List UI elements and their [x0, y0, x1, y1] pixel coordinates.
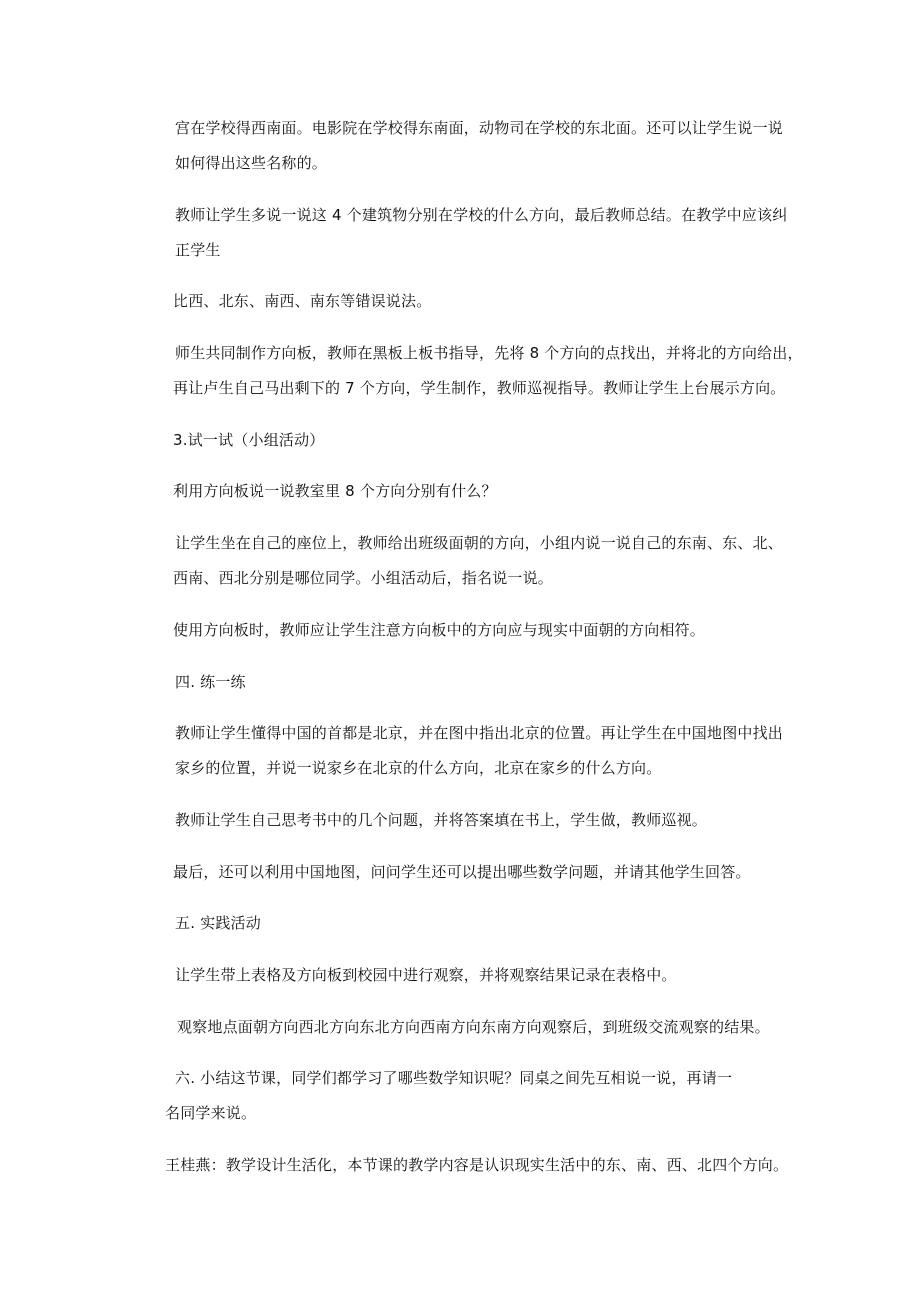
- text-line-4: 正学生: [175, 241, 221, 259]
- text-line-2: 如何得出这些名称的。: [175, 154, 328, 172]
- section-heading-summary: 六. 小结这节课，同学们都学习了哪些数学知识呢？同桌之间先互相说一说，再请一: [175, 1069, 733, 1087]
- section-heading-activity: 五. 实践活动: [175, 914, 261, 932]
- section-heading-try: 3.试一试（小组活动）: [173, 431, 325, 449]
- section-heading-practice: 四. 练一练: [175, 673, 246, 691]
- text-line-10: 让学生坐在自己的座位上，教师给出班级面朝的方向，小组内说一说自己的东南、东、北、: [175, 534, 784, 552]
- text-line-16: 教师让学生自己思考书中的几个问题，并将答案填在书上，学生做，教师巡视。: [175, 811, 708, 829]
- text-line-12: 使用方向板时，教师应让学生注意方向板中的方向应与现实中面朝的方向相符。: [173, 621, 706, 639]
- text-line-6: 师生共同制作方向板，教师在黑板上板书指导，先将 8 个方向的点找出，并将北的方向给出，: [175, 344, 803, 362]
- text-line-11: 西南、西北分别是哪位同学。小组活动后，指名说一说。: [173, 569, 554, 587]
- text-line-17: 最后，还可以利用中国地图，问问学生还可以提出哪些数学问题，并请其他学生回答。: [173, 863, 751, 881]
- text-line-20: 观察地点面朝方向西北方向东北方向西南方向东南方向观察后，到班级交流观察的结果。: [177, 1018, 770, 1036]
- text-line-9: 利用方向板说一说教室里 8 个方向分别有什么？: [173, 482, 497, 500]
- text-line-15: 家乡的位置，并说一说家乡在北京的什么方向，北京在家乡的什么方向。: [175, 759, 662, 777]
- text-line-7: 再让卢生自己马出剩下的 7 个方向，学生制作，教师巡视指导。教师让学生上台展示方向。: [173, 379, 786, 397]
- text-line-3: 教师让学生多说一说这 4 个建筑物分别在学校的什么方向，最后教师总结。在教学中应该纠: [175, 206, 788, 224]
- text-line-5: 比西、北东、南西、南东等错误说法。: [173, 292, 432, 310]
- text-line-1: 宫在学校得西南面。电影院在学校得东南面，动物司在学校的东北面。还可以让学生说一说: [175, 119, 784, 137]
- text-line-14: 教师让学生懂得中国的首都是北京，并在图中指出北京的位置。再让学生在中国地图中找出: [175, 724, 784, 742]
- text-line-19: 让学生带上表格及方向板到校园中进行观察，并将观察结果记录在表格中。: [175, 966, 677, 984]
- text-line-22: 名同学来说。: [165, 1104, 257, 1122]
- text-line-23: 王桂燕：教学设计生活化，本节课的教学内容是认识现实生活中的东、南、西、北四个方向。: [165, 1156, 789, 1174]
